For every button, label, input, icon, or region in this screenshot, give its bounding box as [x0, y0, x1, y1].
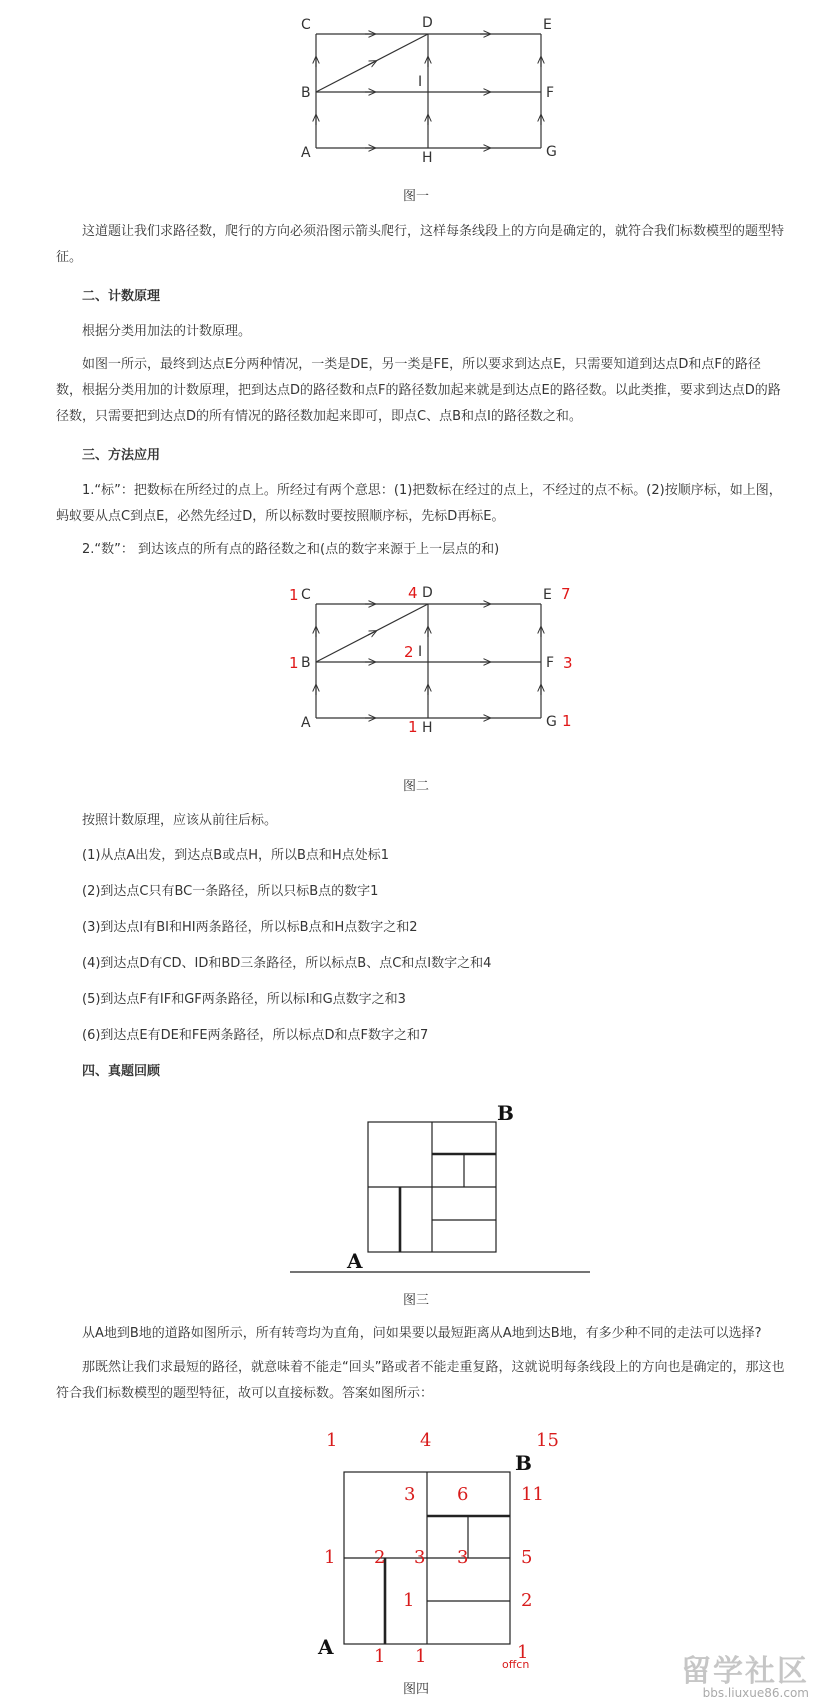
fig4-count-top-left: 1: [326, 1430, 338, 1451]
fig4-a-label: A: [318, 1635, 334, 1659]
fig2-point-f-label: F: [546, 655, 555, 671]
fig2-point-e-label: E: [543, 587, 552, 603]
section-2-paragraph-1: 根据分类用加法的计数原理。: [82, 324, 252, 339]
count-i: 2: [404, 643, 414, 661]
fig4-count-11: 11: [521, 1484, 544, 1505]
fig4-count-2-right: 2: [521, 1590, 533, 1611]
section-3-paragraph-1: 1.“标”：把数标在所经过的点上。所经过有两个意思：(1)把数标在经过的点上，不经过的点不标。(2)按顺序标，如上图，蚂蚁要从点C到点E，必然先经过D，所以标数时要按照顺序标，先标D再标E。: [56, 483, 782, 524]
figure-three-diagram: [0, 1100, 831, 1280]
fig2-point-b-label: B: [301, 655, 311, 671]
fig4-count-top-mid: 4: [420, 1430, 432, 1451]
fig2-point-a-label: A: [301, 715, 311, 731]
figure-four-diagram: [0, 1420, 831, 1670]
count-f: 3: [563, 654, 573, 672]
fig4-scribble: offcn: [502, 1658, 530, 1671]
fig4-count-3-mid: 3: [414, 1547, 426, 1568]
section-3-paragraph-2: 2.“数”： 到达该点的所有点的路径数之和(点的数字来源于上一层点的和): [82, 542, 500, 557]
point-i-label: I: [418, 74, 423, 90]
watermark: [681, 1646, 809, 1700]
fig4-count-3-upper: 3: [404, 1484, 416, 1505]
point-f-label: F: [546, 85, 555, 101]
fig2-point-h-label: H: [422, 720, 433, 736]
fig4-count-mid-left: 1: [324, 1547, 336, 1568]
count-c: 1: [289, 586, 299, 604]
step-6: (6)到达点E有DE和FE两条路径，所以标点D和点F数字之和7: [82, 1028, 429, 1043]
figure-two-caption: 图二: [402, 779, 429, 794]
count-h: 1: [408, 718, 418, 736]
fig3-b-label: B: [497, 1101, 514, 1125]
fig2-point-i-label: I: [418, 644, 423, 660]
fig4-count-1-center: 1: [403, 1590, 415, 1611]
point-c-label: C: [301, 17, 311, 33]
section-2-heading: 二、计数原理: [82, 289, 161, 304]
watermark-url: bbs.liuxue86.com: [702, 1686, 809, 1700]
fig4-b-label: B: [515, 1451, 532, 1475]
count-e: 7: [561, 585, 571, 603]
figure-four-caption: 图四: [402, 1682, 429, 1697]
point-d-label: D: [422, 15, 433, 31]
fig3-a-label: A: [347, 1249, 363, 1273]
fig2-point-d-label: D: [422, 585, 433, 601]
figure-three-caption: 图三: [402, 1293, 429, 1308]
point-b-label: B: [301, 85, 311, 101]
section-4-paragraph-1: 从A地到B地的道路如图所示，所有转弯均为直角，问如果要以最短距离从A地到达B地，有多少种不同的走法可以选择?: [82, 1326, 762, 1341]
fig4-count-bottom-1c: 1: [517, 1642, 529, 1663]
point-g-label: G: [546, 144, 557, 160]
section-2-paragraph-2: 如图一所示，最终到达点E分两种情况，一类是DE，另一类是FE，所以要求到达点E，只需要知道到达点D和点F的路径数，根据分类用加的计数原理，把到达点D的路径数和点F的路径数加起来就是到达点E的路径数。以此类推，要求到达点D的路径数，只需要把到达点D的所有情况的路径数加起来即可，即点C、点B和点I的路径数之和。: [56, 357, 781, 424]
paragraph-intro: 这道题让我们求路径数，爬行的方向必须沿图示箭头爬行，这样每条线段上的方向是确定的，就符合我们标数模型的题型特征。: [56, 224, 785, 265]
step-2: (2)到达点C只有BC一条路径，所以只标B点的数字1: [82, 884, 379, 899]
fig4-count-bottom-1b: 1: [415, 1646, 427, 1667]
fig4-count-2: 2: [374, 1547, 386, 1568]
figure-one-diagram: [0, 0, 831, 180]
section-4-heading: 四、真题回顾: [82, 1064, 161, 1079]
point-e-label: E: [543, 17, 552, 33]
step-1: (1)从点A出发，到达点B或点H，所以B点和H点处标1: [82, 848, 389, 863]
count-b: 1: [289, 654, 299, 672]
step-5: (5)到达点F有IF和GF两条路径，所以标I和G点数字之和3: [82, 992, 406, 1007]
fig4-count-3-right: 3: [457, 1547, 469, 1568]
point-a-label: A: [301, 145, 311, 161]
fig4-count-bottom-1a: 1: [374, 1646, 386, 1667]
step-3: (3)到达点I有BI和HI两条路径，所以标B点和H点数字之和2: [82, 920, 418, 935]
count-d: 4: [408, 584, 418, 602]
steps-intro: 按照计数原理，应该从前往后标。: [82, 813, 278, 828]
section-3-heading: 三、方法应用: [82, 448, 161, 463]
fig4-count-5: 5: [521, 1547, 533, 1568]
figure-one-caption: 图一: [402, 189, 429, 204]
point-h-label: H: [422, 150, 433, 166]
watermark-logo-text: 留学社区: [681, 1654, 809, 1689]
fig4-count-top-right: 15: [536, 1430, 559, 1451]
section-4-paragraph-2: 那既然让我们求最短的路径，就意味着不能走“回头”路或者不能走重复路，这就说明每条线段上的方向也是确定的，那这也符合我们标数模型的题型特征，故可以直接标数。答案如图所示：: [56, 1360, 785, 1401]
fig4-count-6: 6: [457, 1484, 469, 1505]
step-4: (4)到达点D有CD、ID和BD三条路径，所以标点B、点C和点I数字之和4: [82, 956, 492, 971]
fig2-point-c-label: C: [301, 587, 311, 603]
count-g: 1: [562, 712, 572, 730]
figure-two-diagram: [0, 570, 831, 750]
fig2-point-g-label: G: [546, 714, 557, 730]
